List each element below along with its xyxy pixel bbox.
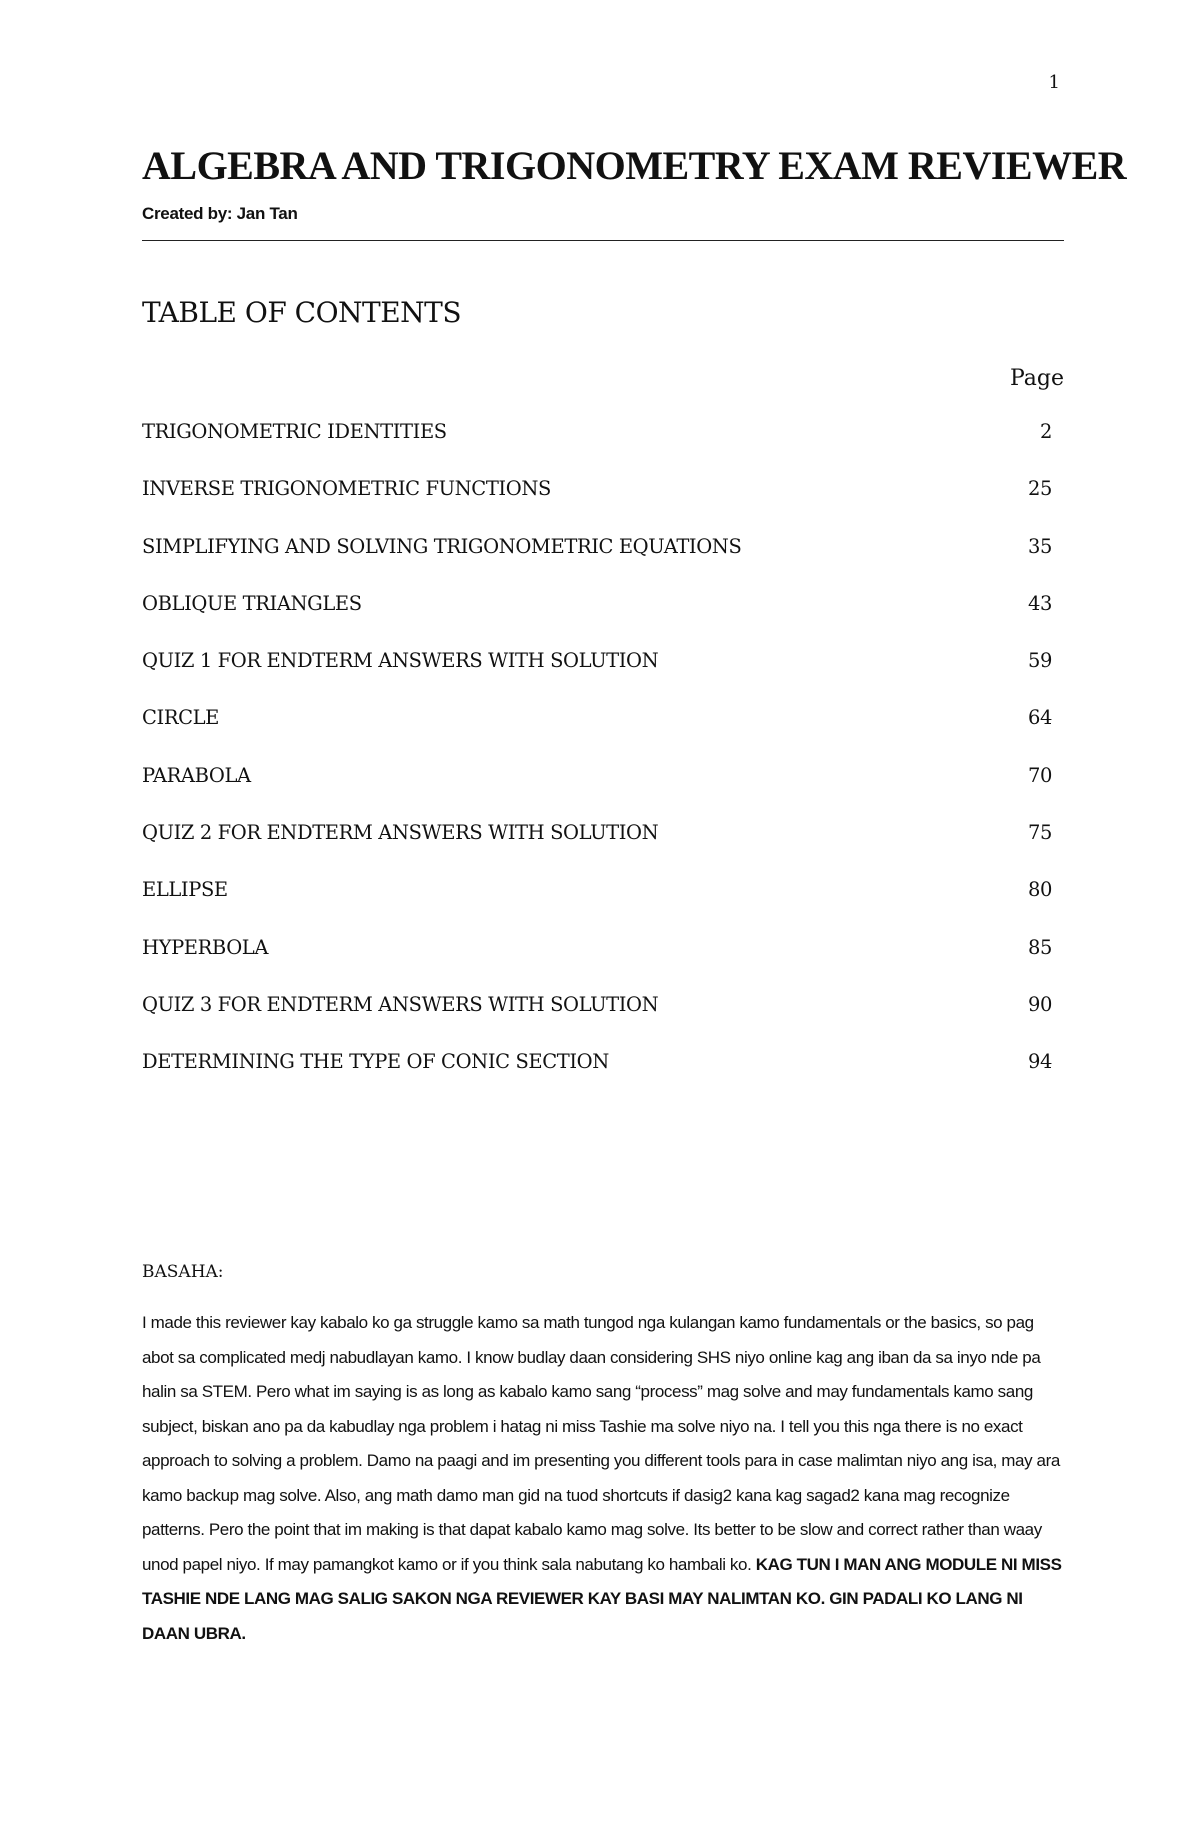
page-number: 1 (1048, 72, 1060, 93)
toc-entry-title: INVERSE TRIGONOMETRIC FUNCTIONS (142, 477, 551, 501)
toc-entry-page: 70 (1027, 763, 1052, 787)
toc-entry-title: QUIZ 3 FOR ENDTERM ANSWERS WITH SOLUTION (142, 992, 659, 1016)
toc-entry-title: QUIZ 1 FOR ENDTERM ANSWERS WITH SOLUTION (142, 649, 659, 673)
toc-entry (142, 1050, 1064, 1107)
note-emphasis: KAG TUN I MAN ANG MODULE NI MISS TASHIE NDE LANG MAG SALIG SAKON NGA REVIEWER KAY BASI MAY NALIMTAN KO. GIN PADALI KO LANG NI DAAN UBRA. (142, 1554, 1062, 1643)
toc-list (142, 420, 1064, 1108)
toc-entry (142, 936, 1064, 993)
toc-entry-page: 85 (1027, 935, 1052, 959)
toc-entry-title: CIRCLE (142, 706, 220, 730)
toc-entry-page: 25 (1027, 477, 1052, 501)
toc-entry-page: 75 (1027, 821, 1052, 845)
toc-heading: TABLE OF CONTENTS (142, 296, 462, 329)
toc-entry-page: 94 (1027, 1050, 1052, 1074)
toc-entry (142, 993, 1064, 1050)
toc-entry-page: 59 (1027, 649, 1052, 673)
author-line: Created by: Jan Tan (142, 204, 298, 223)
toc-entry-title: DETERMINING THE TYPE OF CONIC SECTION (142, 1050, 609, 1074)
toc-entry-page: 80 (1027, 878, 1052, 902)
toc-entry-title: ELLIPSE (142, 878, 228, 902)
toc-entry (142, 878, 1064, 935)
toc-entry-title: PARABOLA (142, 763, 251, 787)
toc-entry-page: 90 (1027, 992, 1052, 1016)
note-paragraph (142, 1306, 1064, 1651)
toc-entry (142, 649, 1064, 706)
toc-entry-title: OBLIQUE TRIANGLES (142, 591, 362, 615)
toc-entry (142, 706, 1064, 763)
toc-entry-page: 35 (1027, 534, 1052, 558)
toc-entry-title: TRIGONOMETRIC IDENTITIES (142, 420, 447, 443)
toc-page-column-label: Page (1009, 366, 1064, 391)
toc-entry (142, 477, 1064, 534)
toc-entry (142, 535, 1064, 592)
toc-entry-title: HYPERBOLA (142, 935, 269, 959)
toc-entry (142, 821, 1064, 878)
toc-entry-title: SIMPLIFYING AND SOLVING TRIGONOMETRIC EQUATIONS (142, 534, 742, 558)
toc-entry (142, 592, 1064, 649)
note-label: BASAHA: (142, 1262, 224, 1282)
document-title: ALGEBRA AND TRIGONOMETRY EXAM REVIEWER (142, 143, 1127, 188)
toc-entry-page: 2 (1039, 420, 1052, 443)
toc-entry-page: 64 (1027, 706, 1052, 730)
header-divider (142, 240, 1064, 241)
note-body: I made this reviewer kay kabalo ko ga struggle kamo sa math tungod nga kulangan kamo fundamentals or the basics, so pag abot sa complicated medj nabudlayan kamo. I know budlay daan considering SHS niyo online kag ang iban da sa inyo nde pa halin sa STEM. Pero what im saying is as long as kabalo kamo sang “process” mag solve and may fundamentals kamo sang subject, biskan ano pa da kabudlay nga problem i hatag ni miss Tashie ma solve niyo na. I tell you this nga there is no exact approach to solving a problem. Damo na paagi and im presenting you different tools para in case malimtan niyo ang isa, may ara kamo backup mag solve. Also, ang math damo man gid na tuod shortcuts if dasig2 kana kag sagad2 kana mag recognize patterns. Pero the point that im making is that dapat kabalo kamo mag solve. Its better to be slow and correct rather than waay unod papel niyo. If may pamangkot kamo or if you think sala nabutang ko hambali ko. (142, 1313, 1060, 1574)
toc-entry (142, 764, 1064, 821)
toc-entry-page: 43 (1027, 591, 1052, 615)
toc-entry-title: QUIZ 2 FOR ENDTERM ANSWERS WITH SOLUTION (142, 821, 659, 845)
toc-entry (142, 420, 1064, 477)
